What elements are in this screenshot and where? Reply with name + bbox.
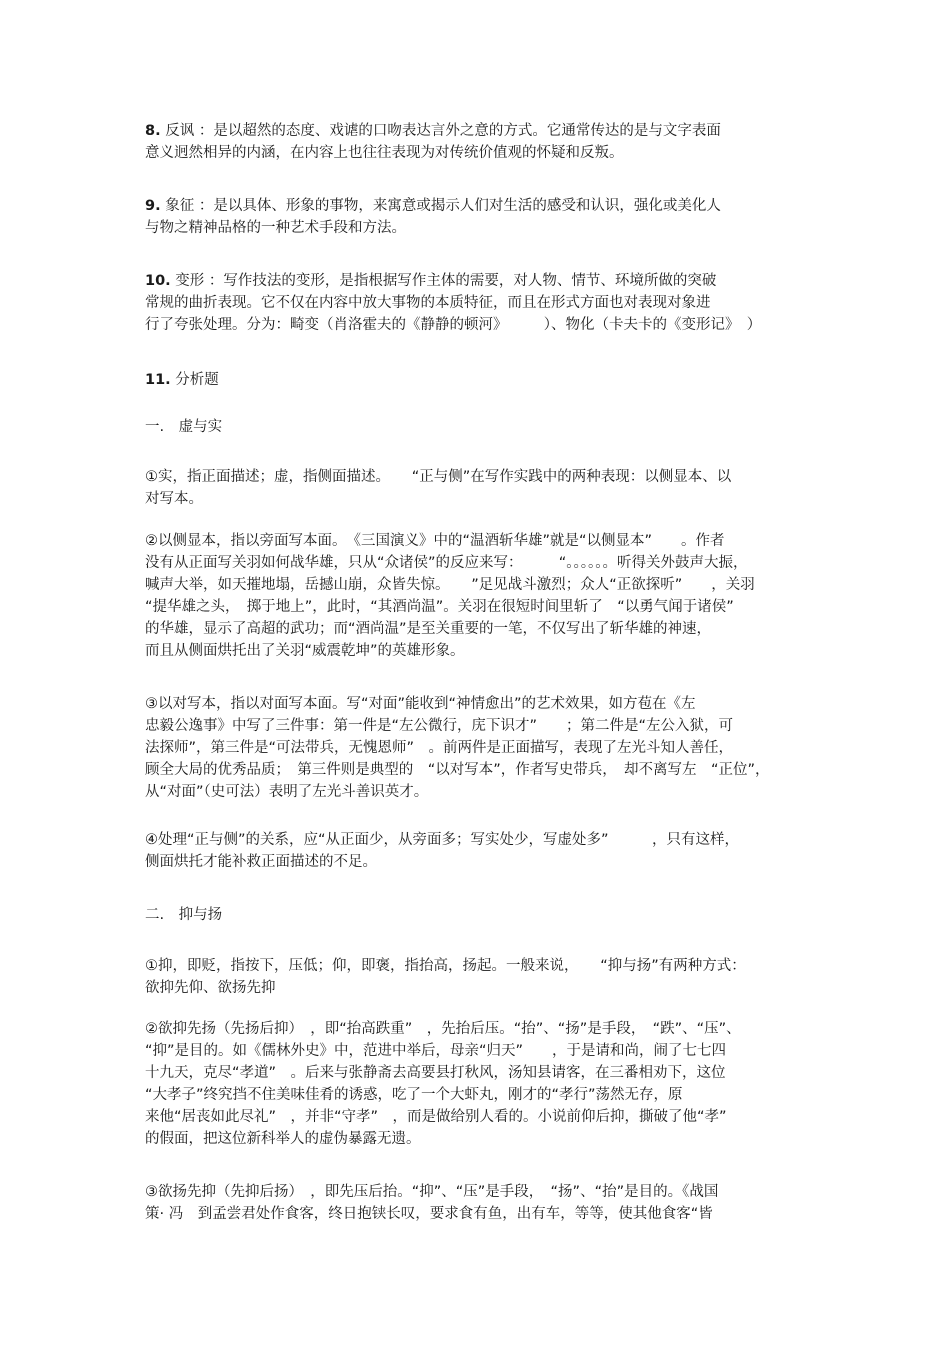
term-symbol-line-1: 9. 象征 ：是以具体、形象的事物，来寓意或揭示人们对生活的感受和认识，强化或美化人 [145,198,721,214]
term-number: 11. [145,372,171,388]
term-number: 8. [145,123,161,139]
part1-paragraph-2: ②以侧显本，指以旁面写本面。 《三国演义》中的“温酒斩华雄”就是“以侧显本” 。作者 没有从正面写关羽如何战华雄，只从“众诸侯”的反应来写： “。。。。。。听得关外鼓声大振， 喊声大举，如天摧地塌，岳撼山崩，众皆失惊。 ”足见战斗激烈；众人“正欲探听” ，关羽 “提华雄之头， 掷于地上”，此时，“其酒尚温”。关羽在很短时间里斩了 “以勇气闻于诸侯” 的华雄，显示了高超的武功；而“酒尚温”是至关重要的一笔，不仅写出了斩华雄的神速， 而且从侧面烘托出了关羽“威震乾坤”的英雄形象。 [145,533,755,659]
part2-paragraph-2: ②欲抑先扬（先扬后抑） ，即“抬高跌重” ，先抬后压。“抬”、“扬”是手段， “跌”、“压”、 “抑”是目的。如《儒林外史》中，范进中举后，母亲“归天” ，于是请和尚，闹了七七四 十九天，克尽“孝道” 。后来与张静斋去高要县打秋风，汤知县请客，在三番相劝下，这位 “大孝子”终究挡不住美味佳肴的诱惑，吃了一个大虾丸，刚才的“孝行”荡然无存，原 来他“居丧如此尽礼” ，并非“守孝” ，而是做给别人看的。小说前仰后抑，撕破了他“孝” 的假面，把这位新科举人的虚伪暴露无遗。 [145,1021,741,1147]
term-deformation-line-1: 10. 变形 ：写作技法的变形，是指根据写作主体的需要，对人物、情节、环境所做的突破 [145,273,717,289]
part2-paragraph-1: ①抑，即贬，指按下，压低；仰，即褒，指抬高，扬起。一般来说， “抑与扬”有两种方式： 欲抑先仰、欲扬先抑 [145,958,746,996]
part2-paragraph-3: ③欲扬先抑（先抑后扬） ，即先压后抬。“抑”、“压”是手段， “扬”、“抬”是目的。《战国 策· 冯 到孟尝君处作食客，终日抱铗长叹，要求食有鱼，出有车，等等，使其他食客“皆 [145,1184,719,1222]
term-irony [145,120,825,164]
term-deformation-line-3: 行了夸张处理。分为：畸变（肖洛霍夫的《静静的顿河》 ）、物化（卡夫卡的《变形记》 ） [145,317,762,333]
term-number: 10. [145,273,171,289]
term-symbol [145,195,825,239]
part1-heading: 一. 虚与实 [145,419,223,435]
term-deformation [145,270,825,336]
term-irony-line-2: 意义迥然相异的内涵，在内容上也往往表现为对传统价值观的怀疑和反叛。 [145,145,624,161]
part1-paragraph-1: ①实，指正面描述；虚，指侧面描述。 “正与侧”在写作实践中的两种表现：以侧显本、以 对写本。 [145,469,732,507]
part1-paragraph-4: ④处理“正与侧”的关系，应“从正面少，从旁面多；写实处少，写虚处多” ，只有这样， 侧面烘托才能补救正面描述的不足。 [145,832,740,870]
term-irony-line-1: 8. 反讽 ：是以超然的态度、戏谑的口吻表达言外之意的方式。它通常传达的是与文字表面 [145,123,721,139]
term-deformation-line-2: 常规的曲折表现。它不仅在内容中放大事物的本质特征，而且在形式方面也对表现对象进 [145,295,711,311]
analysis-heading [145,369,825,391]
part1-paragraph-3: ③以对写本，指以对面写本面。写“对面”能收到“神情愈出”的艺术效果，如方苞在《左 忠毅公逸事》中写了三件事：第一件是“左公微行，庑下识才” ；第二件是“左公入狱，可 法探师”，第三件是“可法带兵，无愧恩师” 。前两件是正面描写，表现了左光斗知人善任， 顾全大局的优秀品质； 第三件则是典型的 “以对写本”，作者写史带兵， 却不离写左 “正位”， 从“对面”（史可法）表明了左光斗善识英才。 [145,696,770,800]
term-symbol-line-2: 与物之精神品格的一种艺术手段和方法。 [145,220,406,236]
analysis-title: 分析题 [170,372,219,388]
part2-heading: 二. 抑与扬 [145,907,223,923]
term-number: 9. [145,198,161,214]
